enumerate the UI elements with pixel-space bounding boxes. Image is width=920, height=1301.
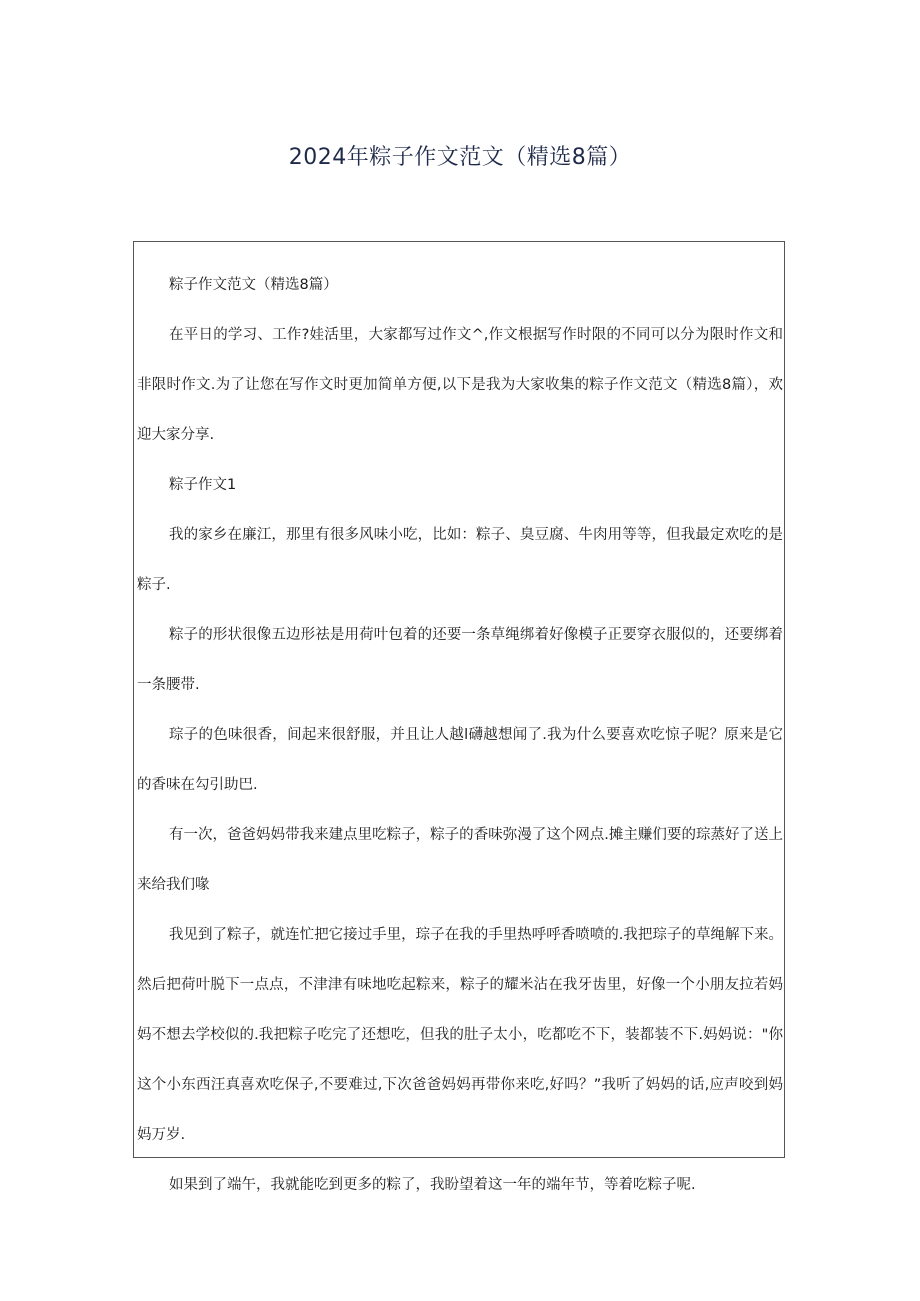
intro-paragraph: 在平日的学习、工作?娃活里，大家都写过作文^,作文根据写作时限的不同可以分为限时作文和非限时作文.为了让您在写作文时更加简单方便,以下是我为大家收集的粽子作文范文（精选8篇），欢迎大家分享. xyxy=(137,327,783,443)
body-paragraph: 琮子的色味很香，间起来很舒服，并且让人越l礴越想闻了.我为什么要喜欢吃惊子呢？原来是它的香味在勾引助巴. xyxy=(137,727,783,793)
body-paragraph: 我的家乡在廉江，那里有很多风味小吃，比如：粽子、臭豆腐、牛肉用等等，但我最定欢吃的是粽子. xyxy=(137,527,783,593)
document-body xyxy=(137,260,783,1210)
page-title: 2024年粽子作文范文（精选8篇） xyxy=(288,145,632,170)
body-paragraph: 如果到了端午，我就能吃到更多的粽了，我盼望着这一年的端年节，等着吃粽子呢. xyxy=(169,1177,696,1193)
body-paragraph: 有一次，爸爸妈妈带我来建点里吃粽子，粽子的香味弥漫了这个网点.摊主赚们要的琮蒸好了送上来给我们喙 xyxy=(137,827,783,893)
subtitle-paragraph: 粽子作文范文（精选8篇） xyxy=(169,277,338,293)
body-paragraph: 我见到了粽子，就连忙把它接过手里，琮子在我的手里热呼呼香喷喷的.我把琮子的草绳解下来。然后把荷叶脱下一点点，不津津有味地吃起粽来，粽子的耀米沾在我牙齿里，好像一个小朋友拉若妈妈不想去学校似的.我把粽子吃完了还想吃，但我的肚子太小，吃都吃不下，装都装不下.妈妈说："你这个小东西汪真喜欢吃保子,不要难过,下次爸爸妈妈再带你来吃,好吗？”我听了妈妈的话,应声咬到妈妈万岁. xyxy=(137,927,783,1143)
document-frame xyxy=(133,241,785,1193)
essay-heading: 粽子作文1 xyxy=(169,477,237,493)
body-paragraph: 粽子的形状很像五边形祛是用荷叶包着的还要一条草绳绑着好像模子正要穿衣服似的，还要绑着一条腰带. xyxy=(137,627,783,693)
